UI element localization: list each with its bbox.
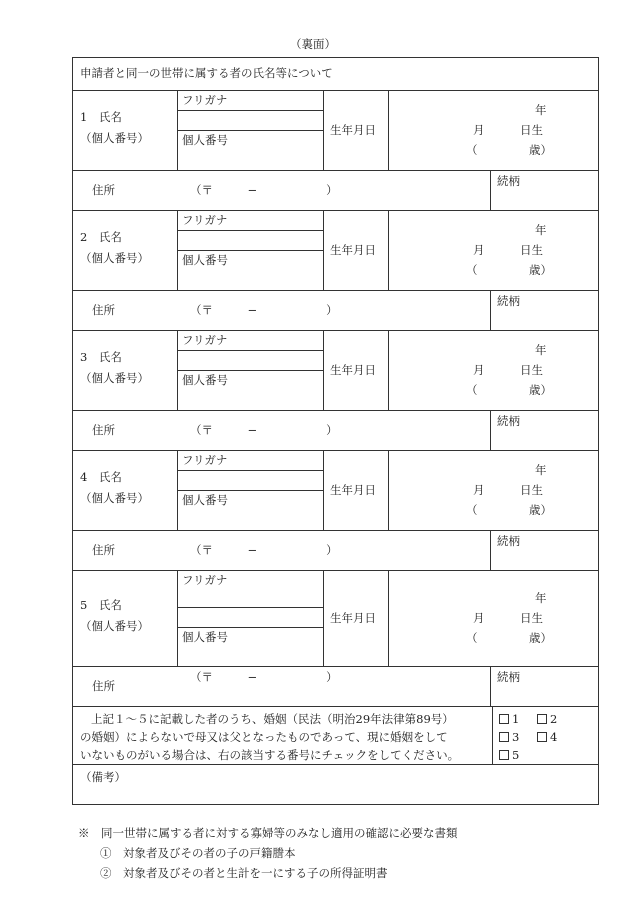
- person-name-label: 1 氏名: [80, 110, 122, 124]
- footnote-item-2: ② 対象者及びその者と生計を一にする子の所得証明書: [100, 866, 388, 880]
- kojin-bango-label: 個人番号: [182, 373, 228, 387]
- address-label: 住所: [92, 543, 115, 557]
- kojin-bango-label: 個人番号: [182, 493, 228, 507]
- marriage-note-line1: 上記１～５に記載した者のうち、婚姻（民法（明治29年法律第89号）: [91, 712, 454, 726]
- address-label: 住所: [92, 183, 115, 197]
- furigana-label: フリガナ: [182, 93, 228, 107]
- furigana-label: フリガナ: [182, 333, 228, 347]
- name-field[interactable]: [178, 608, 322, 626]
- person-name-label: 3 氏名: [80, 350, 122, 364]
- checkbox-4[interactable]: 4: [537, 730, 557, 744]
- age-unit: 歳）: [529, 383, 552, 397]
- birth-day-unit: 日生: [520, 611, 543, 625]
- address-label: 住所: [92, 303, 115, 317]
- relation-label: 続柄: [497, 534, 520, 548]
- postal-code-field[interactable]: （〒 − ）: [190, 543, 338, 557]
- birthdate-label: 生年月日: [330, 611, 376, 625]
- birthdate-field[interactable]: [389, 91, 597, 169]
- address-label: 住所: [92, 423, 115, 437]
- page-title: （裏面）: [290, 37, 336, 51]
- birth-year-unit: 年: [535, 463, 547, 477]
- furigana-label: フリガナ: [182, 213, 228, 227]
- birth-month-unit: 月: [473, 483, 485, 497]
- person-number-label: （個人番号）: [80, 371, 149, 385]
- birth-year-unit: 年: [535, 591, 547, 605]
- relation-label: 続柄: [497, 414, 520, 428]
- age-paren-open: （: [466, 263, 478, 277]
- birthdate-field[interactable]: [389, 331, 597, 409]
- checkbox-icon: [537, 732, 547, 742]
- kojin-bango-label: 個人番号: [182, 630, 228, 644]
- birthdate-field[interactable]: [389, 211, 597, 289]
- name-field[interactable]: [178, 471, 322, 489]
- remarks-field[interactable]: [73, 786, 596, 802]
- person-number-label: （個人番号）: [80, 491, 149, 505]
- checkbox-1[interactable]: 1: [499, 712, 519, 726]
- checkbox-icon: [537, 714, 547, 724]
- address-label: 住所: [92, 679, 115, 693]
- birthdate-field[interactable]: [389, 451, 597, 529]
- kojin-bango-label: 個人番号: [182, 133, 228, 147]
- person-name-label: 4 氏名: [80, 470, 122, 484]
- birth-month-unit: 月: [473, 243, 485, 257]
- person-number-label: （個人番号）: [80, 131, 149, 145]
- age-paren-open: （: [466, 503, 478, 517]
- person-name-label: 2 氏名: [80, 230, 122, 244]
- age-paren-open: （: [466, 631, 478, 645]
- name-field[interactable]: [178, 351, 322, 369]
- footnote-item-1: ① 対象者及びその者の子の戸籍謄本: [100, 846, 296, 860]
- checkbox-icon: [499, 732, 509, 742]
- postal-code-field[interactable]: （〒 − ）: [190, 423, 338, 437]
- checkbox-icon: [499, 714, 509, 724]
- person-number-label: （個人番号）: [80, 619, 149, 633]
- birth-year-unit: 年: [535, 103, 547, 117]
- birth-day-unit: 日生: [520, 243, 543, 257]
- person-number-label: （個人番号）: [80, 251, 149, 265]
- age-unit: 歳）: [529, 503, 552, 517]
- age-paren-open: （: [466, 143, 478, 157]
- birthdate-label: 生年月日: [330, 123, 376, 137]
- birth-year-unit: 年: [535, 223, 547, 237]
- checkbox-5[interactable]: 5: [499, 748, 519, 762]
- age-paren-open: （: [466, 383, 478, 397]
- birthdate-label: 生年月日: [330, 483, 376, 497]
- postal-code-field[interactable]: （〒 − ）: [190, 303, 338, 317]
- furigana-label: フリガナ: [182, 573, 228, 587]
- marriage-note-line3: いないものがいる場合は、右の該当する番号にチェックをしてください。: [80, 748, 460, 762]
- postal-code-field[interactable]: （〒 − ）: [190, 670, 338, 684]
- remarks-label: （備考）: [80, 770, 126, 784]
- age-unit: 歳）: [529, 263, 552, 277]
- section-title: 申請者と同一の世帯に属する者の氏名等について: [80, 66, 333, 80]
- relation-label: 続柄: [497, 670, 520, 684]
- birthdate-field[interactable]: [389, 571, 597, 665]
- kojin-bango-label: 個人番号: [182, 253, 228, 267]
- birth-day-unit: 日生: [520, 363, 543, 377]
- birth-month-unit: 月: [473, 611, 485, 625]
- birthdate-label: 生年月日: [330, 243, 376, 257]
- postal-code-field[interactable]: （〒 − ）: [190, 183, 338, 197]
- footnote-title: ※ 同一世帯に属する者に対する寡婦等のみなし適用の確認に必要な書類: [78, 826, 458, 840]
- relation-label: 続柄: [497, 294, 520, 308]
- furigana-label: フリガナ: [182, 453, 228, 467]
- birth-day-unit: 日生: [520, 483, 543, 497]
- age-unit: 歳）: [529, 631, 552, 645]
- checkbox-2[interactable]: 2: [537, 712, 557, 726]
- checkbox-icon: [499, 750, 509, 760]
- age-unit: 歳）: [529, 143, 552, 157]
- birth-year-unit: 年: [535, 343, 547, 357]
- relation-label: 続柄: [497, 174, 520, 188]
- birth-month-unit: 月: [473, 123, 485, 137]
- marriage-note-line2: の婚姻）によらないで母又は父となったものであって、現に婚姻をして: [80, 730, 448, 744]
- birthdate-label: 生年月日: [330, 363, 376, 377]
- birth-month-unit: 月: [473, 363, 485, 377]
- person-name-label: 5 氏名: [80, 598, 122, 612]
- checkbox-3[interactable]: 3: [499, 730, 519, 744]
- birth-day-unit: 日生: [520, 123, 543, 137]
- name-field[interactable]: [178, 231, 322, 249]
- name-field[interactable]: [178, 111, 322, 129]
